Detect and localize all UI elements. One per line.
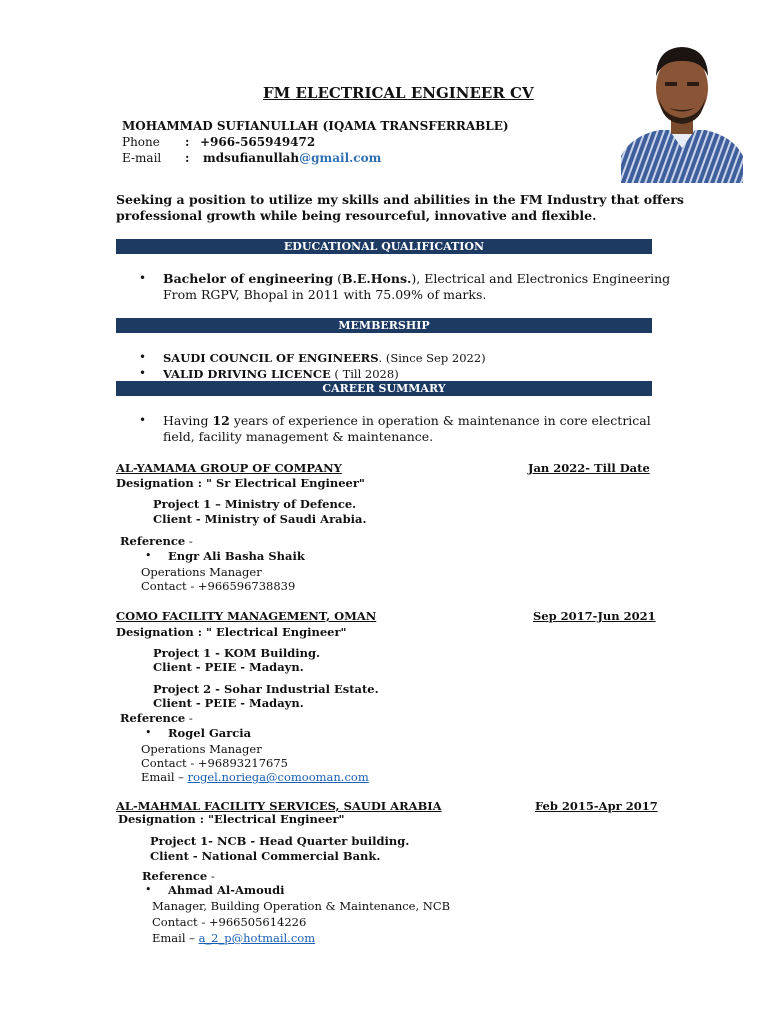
membership-item xyxy=(163,351,486,365)
section-heading-career: CAREER SUMMARY xyxy=(116,381,652,396)
membership-item-bold: SAUDI COUNCIL OF ENGINEERS xyxy=(163,351,379,365)
job-company: COMO FACILITY MANAGEMENT, OMAN xyxy=(116,609,377,623)
job-project: Project 2 - Sohar Industrial Estate. xyxy=(153,682,379,696)
bullet: • xyxy=(145,726,152,739)
membership-item xyxy=(163,367,399,381)
job-designation: Designation : " Electrical Engineer" xyxy=(116,625,347,639)
job-project: Project 1- NCB - Head Quarter building. xyxy=(150,834,410,848)
bullet: • xyxy=(139,350,147,364)
phone-separator: : xyxy=(185,135,190,149)
reference-name: Rogel Garcia xyxy=(168,726,252,740)
job-client: Client - National Commercial Bank. xyxy=(150,849,381,863)
reference-email-row xyxy=(152,931,315,945)
reference-name: Ahmad Al-Amoudi xyxy=(168,883,285,897)
membership-item-rest: ( Till 2028) xyxy=(330,367,399,381)
bullet: • xyxy=(139,271,147,285)
reference-title: Operations Manager xyxy=(141,565,262,579)
job-designation: Designation : "Electrical Engineer" xyxy=(118,812,345,826)
job-company: AL-YAMAMA GROUP OF COMPANY xyxy=(116,461,342,475)
reference-title: Operations Manager xyxy=(141,742,262,756)
job-designation: Designation : " Sr Electrical Engineer" xyxy=(116,476,365,490)
email-separator: : xyxy=(185,151,190,165)
degree-paren: ( xyxy=(333,271,342,286)
membership-item-rest: . (Since Sep 2022) xyxy=(378,351,486,365)
bullet: • xyxy=(139,413,147,427)
job-client: Client - Ministry of Saudi Arabia. xyxy=(153,512,367,526)
career-post: years of experience in operation & maintenance in core electrical xyxy=(229,413,651,428)
phone-number: +966-565949472 xyxy=(200,135,316,149)
reference-contact: Contact - +966596738839 xyxy=(141,579,296,593)
profile-photo xyxy=(621,36,743,183)
job-project: Project 1 – Ministry of Defence. xyxy=(153,497,357,511)
degree-name: Bachelor of engineering xyxy=(163,271,334,286)
education-line-2: From RGPV, Bhopal in 2011 with 75.09% of marks. xyxy=(163,287,487,302)
reference-email-link[interactable]: a_2_p@hotmail.com xyxy=(198,931,316,945)
career-summary-line-1 xyxy=(163,413,651,428)
membership-item-bold: VALID DRIVING LICENCE xyxy=(163,367,331,381)
job-client: Client - PEIE - Madayn. xyxy=(153,696,304,710)
job-company: AL-MAHMAL FACILITY SERVICES, SAUDI ARABIA xyxy=(116,799,442,813)
section-heading-education: EDUCATIONAL QUALIFICATION xyxy=(116,239,652,254)
reference-dash: - xyxy=(185,711,193,725)
reference-email-label: Email – xyxy=(141,770,188,784)
job-reference-label xyxy=(142,869,215,883)
reference-contact: Contact - +966505614226 xyxy=(152,915,307,929)
bullet: • xyxy=(145,549,152,562)
reference-email-label: Email – xyxy=(152,931,199,945)
bullet: • xyxy=(139,366,147,380)
reference-dash: - xyxy=(185,534,193,548)
job-dates: Feb 2015-Apr 2017 xyxy=(535,799,658,813)
career-years: 12 xyxy=(212,413,230,428)
reference-label: Reference xyxy=(120,534,186,548)
email-label: E-mail xyxy=(122,151,162,165)
career-summary-line-2: field, facility management & maintenance. xyxy=(163,429,434,444)
phone-label: Phone xyxy=(122,135,160,149)
email-domain: @gmail.com xyxy=(299,151,382,165)
reference-dash: - xyxy=(207,869,215,883)
reference-contact: Contact - +96893217675 xyxy=(141,756,288,770)
email-address[interactable] xyxy=(203,151,381,165)
reference-email-row xyxy=(141,770,369,784)
section-heading-membership: MEMBERSHIP xyxy=(116,318,652,333)
objective-line-1: Seeking a position to utilize my skills and abilities in the FM Industry that offers xyxy=(116,192,684,207)
job-dates: Jan 2022- Till Date xyxy=(528,461,650,475)
job-project: Project 1 - KOM Building. xyxy=(153,646,321,660)
candidate-name: MOHAMMAD SUFIANULLAH (IQAMA TRANSFERRABLE) xyxy=(122,119,509,133)
education-degree xyxy=(163,271,670,286)
reference-title: Manager, Building Operation & Maintenance, NCB xyxy=(152,899,451,913)
reference-label: Reference xyxy=(142,869,208,883)
reference-name: Engr Ali Basha Shaik xyxy=(168,549,305,563)
reference-email-link[interactable]: rogel.noriega@comooman.com xyxy=(187,770,369,784)
bullet: • xyxy=(145,883,152,896)
job-dates: Sep 2017-Jun 2021 xyxy=(533,609,656,623)
degree-abbr: B.E.Hons. xyxy=(341,271,412,286)
reference-label: Reference xyxy=(120,711,186,725)
job-reference-label xyxy=(120,711,193,725)
objective-line-2: professional growth while being resourceful, innovative and flexible. xyxy=(116,208,597,223)
email-user: mdsufianullah xyxy=(203,151,300,165)
career-pre: Having xyxy=(163,413,213,428)
cv-title: FM ELECTRICAL ENGINEER CV xyxy=(263,84,534,102)
job-reference-label xyxy=(120,534,193,548)
degree-rest: ), Electrical and Electronics Engineering xyxy=(411,271,671,286)
job-client: Client - PEIE - Madayn. xyxy=(153,660,304,674)
